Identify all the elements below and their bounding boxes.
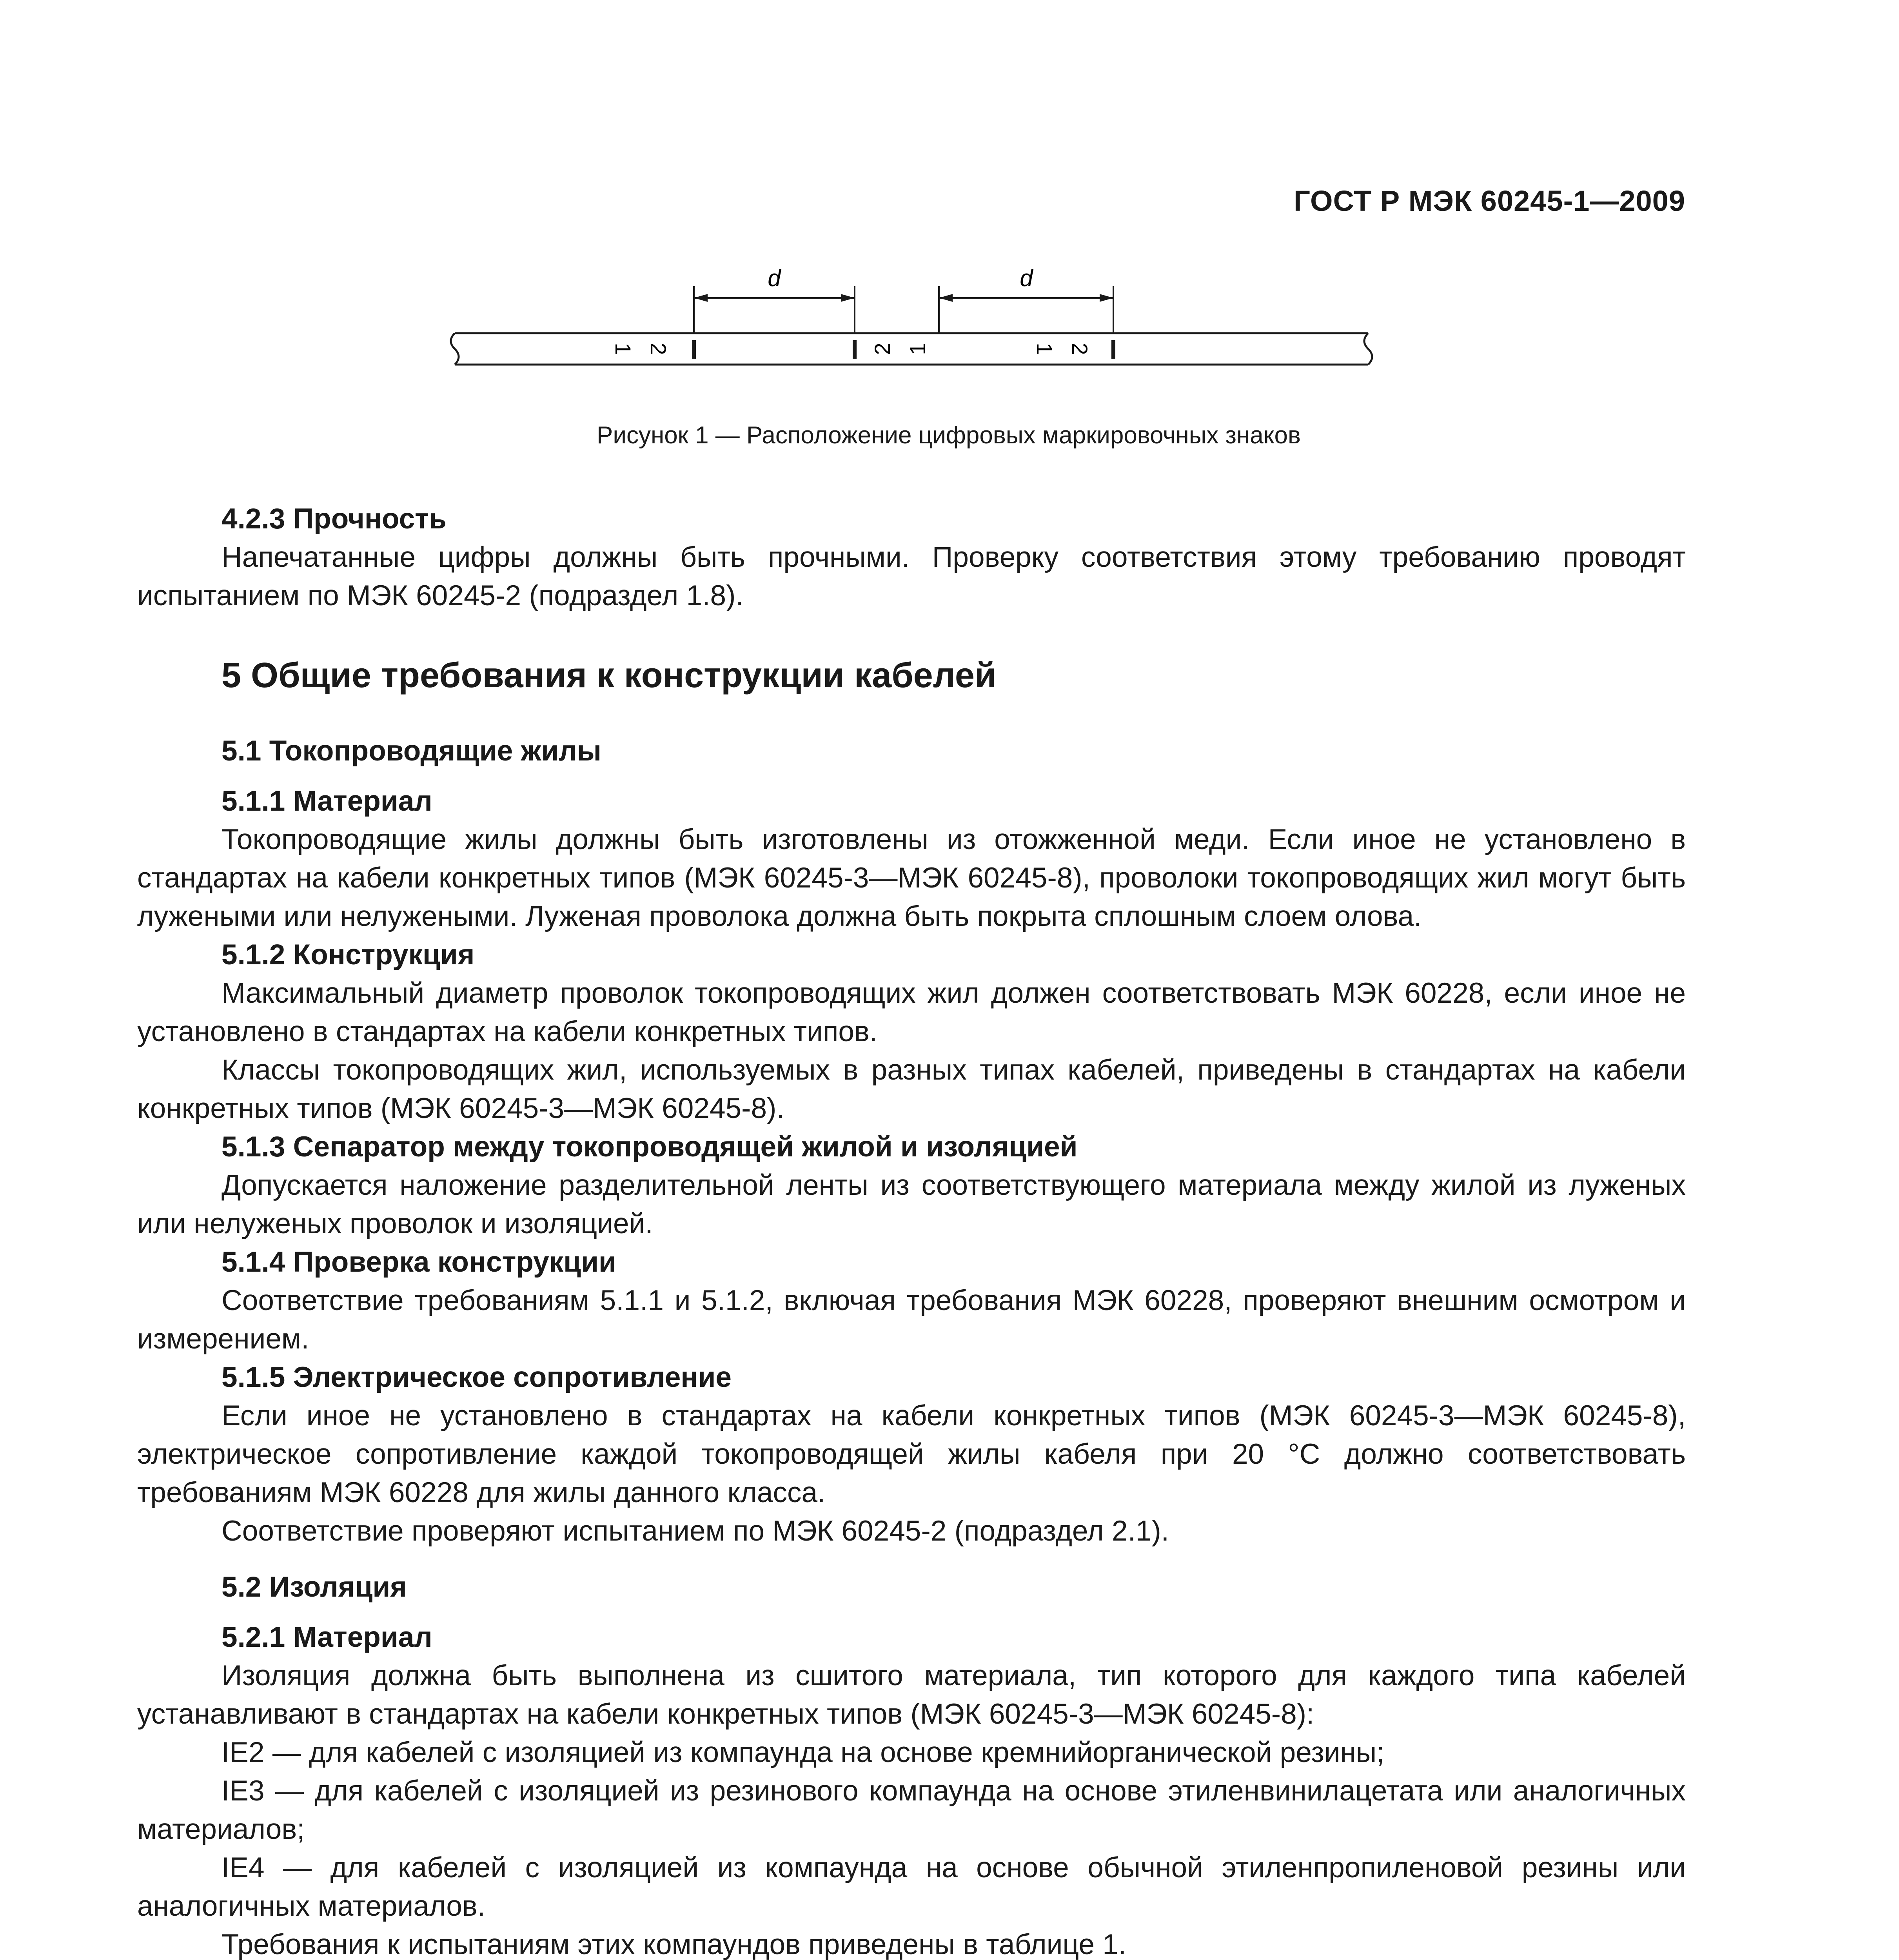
section-heading-5-1-2: 5.1.2 Конструкция [221, 939, 475, 971]
digit-mark: 1 [611, 343, 636, 355]
section-heading-5-1: 5.1 Токопроводящие жилы [221, 735, 601, 767]
cable-right-break [1364, 333, 1372, 365]
section-heading-5-1-4: 5.1.4 Проверка конструкции [221, 1246, 616, 1278]
chapter-heading-5: 5 Общие требования к конструкции кабелей [221, 656, 997, 695]
section-heading-5-1-3: 5.1.3 Сепаратор между токопроводящей жилой и изоляцией [221, 1131, 1078, 1163]
digit-mark: 2 [870, 343, 895, 355]
digit-mark: 1 [1032, 343, 1057, 355]
section-heading-4-2-3: 4.2.3 Прочность [221, 503, 447, 535]
dimension-label: d [768, 265, 781, 291]
digit-mark: 2 [1068, 343, 1093, 355]
paragraph: Напечатанные цифры должны быть прочными. Проверку соответствия этому требованию проводят испытанием по МЭК 60245-2 (подраздел 1.8). [137, 541, 1686, 612]
digit-mark: 2 [646, 343, 671, 355]
arrow-head [841, 294, 855, 302]
paragraph: Соответствие требованиям 5.1.1 и 5.1.2, включая требования МЭК 60228, проверяют внешним осмотром и измерением. [137, 1285, 1686, 1355]
dimension-label: d [1020, 265, 1033, 291]
section-heading-5-1-5: 5.1.5 Электрическое сопротивление [221, 1361, 732, 1393]
standard-header: ГОСТ Р МЭК 60245-1—2009 [1293, 185, 1685, 217]
paragraph: Если иное не установлено в стандартах на кабели конкретных типов (МЭК 60245-3—МЭК 60245-8), электрическое сопротивление каждой токопроводящей жилы кабеля при 20 °С должно соответствовать требованиям МЭК 60228 для жилы данного класса. [137, 1400, 1686, 1508]
paragraph: Допускается наложение разделительной ленты из соответствующего материала между жилой из луженых или нелуженых проволок и изоляцией. [137, 1169, 1686, 1240]
section-heading-5-1-1: 5.1.1 Материал [221, 785, 432, 817]
paragraph: Классы токопроводящих жил, используемых в разных типах кабелей, приведены в стандартах на кабели конкретных типов (МЭК 60245-3—МЭК 60245-8). [137, 1054, 1686, 1124]
figure-caption: Рисунок 1 — Расположение цифровых маркировочных знаков [597, 422, 1301, 449]
arrow-head [1100, 294, 1113, 302]
arrow-head [694, 294, 708, 302]
paragraph: Соответствие проверяют испытанием по МЭК 60245-2 (подраздел 2.1). [221, 1515, 1169, 1547]
paragraph: Требования к испытаниям этих компаундов приведены в таблице 1. [221, 1929, 1127, 1960]
digit-mark: 1 [905, 343, 930, 355]
paragraph: Изоляция должна быть выполнена из сшитого материала, тип которого для каждого типа кабелей устанавливают в стандартах на кабели конкретных типов (МЭК 60245-3—МЭК 60245-8): [137, 1660, 1686, 1730]
paragraph: Максимальный диаметр проволок токопроводящих жил должен соответствовать МЭК 60228, если иное не установлено в стандартах на кабели конкретных типов. [137, 977, 1686, 1047]
cable-left-break [451, 333, 459, 365]
list-item-ie2: IE2 — для кабелей с изоляцией из компаунда на основе кремнийорганической резины; [221, 1737, 1385, 1768]
arrow-head [939, 294, 953, 302]
section-heading-5-2-1: 5.2.1 Материал [221, 1621, 432, 1653]
section-heading-5-2: 5.2 Изоляция [221, 1571, 407, 1603]
paragraph: Токопроводящие жилы должны быть изготовлены из отожженной меди. Если иное не установлено в стандартах на кабели конкретных типов (МЭК 60245-3—МЭК 60245-8), проволоки токопроводящих жил могут быть лужеными или нелужеными. Луженая проволока должна быть покрыта сплошным слоем олова. [137, 824, 1686, 932]
document-body [137, 500, 1686, 1960]
list-item-ie3: IE3 — для кабелей с изоляцией из резинового компаунда на основе этиленвинилацетата или аналогичных материалов; [137, 1775, 1686, 1845]
list-item-ie4: IE4 — для кабелей с изоляцией из компаунда на основе обычной этиленпропиленовой резины или аналогичных материалов. [137, 1852, 1686, 1922]
figure-marking-layout [443, 259, 1384, 392]
cable-diagram [443, 259, 1384, 392]
